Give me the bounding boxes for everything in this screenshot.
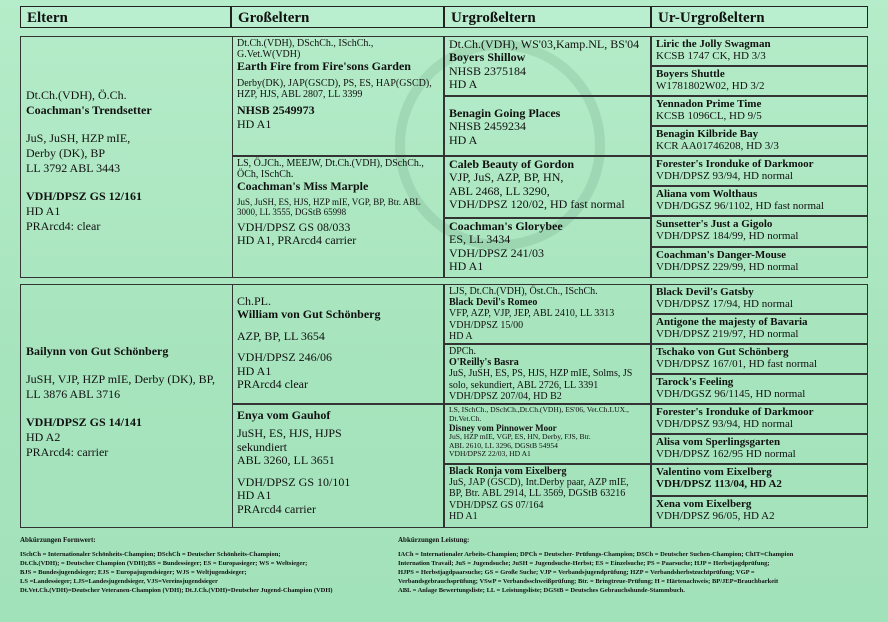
gggp-info: VDH/DPSZ 93/94, HD normal xyxy=(656,418,793,431)
ggp-info: JuS, JAP (GSCD), Int.Derby paar, AZP mIE, xyxy=(449,477,629,489)
grandparent-cell xyxy=(232,284,444,404)
parent-hd: HD A2 xyxy=(26,430,61,444)
gg-grandparent-cell xyxy=(651,284,868,314)
gggp-name: Coachman's Danger-Mouse xyxy=(656,249,787,261)
gg-grandparent-cell xyxy=(651,156,868,186)
gggp-info: VDH/DGSZ 96/1145, HD normal xyxy=(656,388,806,401)
ggp-info: VJP, JuS, AZP, BP, HN, xyxy=(449,170,564,185)
ggp-name: Disney vom Pinnower Moor xyxy=(449,423,557,433)
gp-pra: PRArcd4 clear xyxy=(237,377,308,392)
gp-name: William von Gut Schönberg xyxy=(237,307,381,322)
abbr-line: ISchCh = Internationaler Schönheits-Champion; DSchCh = Deutscher Schönheits-Champion; xyxy=(20,551,281,559)
ggp-info: VDH/DPSZ 22/03, HD A1 xyxy=(449,449,531,459)
gp-titles: LS, Ö.JCh., MEEJW, Dt.Ch.(VDH), DSchCh., ÖCh, ISchCh. xyxy=(237,158,424,181)
gggp-name: Forester's Ironduke of Darkmoor xyxy=(656,158,814,170)
gggp-info: VDH/DPSZ 219/97, HD normal xyxy=(656,328,799,341)
abbreviations-leistung xyxy=(398,536,868,595)
parent-sire xyxy=(26,88,226,234)
gp-info: sekundiert xyxy=(237,439,287,454)
ggp-info: VDH/DPSZ 207/04, HD B2 xyxy=(449,390,562,402)
ggp-name: Caleb Beauty of Gordon xyxy=(449,157,575,171)
gggp-info: VDH/DPSZ 167/01, HD fast normal xyxy=(656,358,818,371)
gg-grandparent-cell xyxy=(651,434,868,464)
gg-grandparent-cell xyxy=(651,36,868,66)
gggp-name: Tarock's Feeling xyxy=(656,376,734,388)
ggp-info: HD A xyxy=(449,330,473,342)
parent-gs: VDH/DPSZ GS 12/161 xyxy=(26,189,143,203)
parent-info: Derby (DK), BP xyxy=(26,146,105,160)
ggp-info: JuS, JuSH, ES, PS, HJS, HZP mIE, Solms, JS xyxy=(449,368,633,380)
ggp-name: O'Reilly's Basra xyxy=(449,357,519,369)
ggp-name: Coachman's Glorybee xyxy=(449,219,563,233)
great-grandparent-cell xyxy=(444,36,651,96)
grandparent-cell xyxy=(232,156,444,278)
grandparent-cell xyxy=(232,404,444,528)
gp-titles: Ch.PL. xyxy=(237,294,272,308)
gggp-info: VDH/DPSZ 17/94, HD normal xyxy=(656,298,793,311)
gggp-name: Alisa vom Sperlingsgarten xyxy=(656,436,781,448)
great-grandparent-cell xyxy=(444,156,651,218)
ggp-titles: LS, ISchCh., DSchCh.,Dt.Ch.(VDH), ES'06, Vet.Ch.LUX., Dt.Vet.Ch. xyxy=(449,405,629,423)
gp-info: JuSH, ES, HJS, HJPS xyxy=(237,426,342,441)
great-grandparent-cell xyxy=(444,218,651,278)
gg-grandparent-cell xyxy=(651,464,868,496)
gggp-name: Xena vom Eixelberg xyxy=(656,498,752,510)
gp-reg: NHSB 2549973 xyxy=(237,103,315,118)
parent-info: JuSH, VJP, HZP mIE, Derby (DK), BP, xyxy=(26,372,216,386)
gggp-name: Valentino vom Eixelberg xyxy=(656,466,772,478)
gp-info: JuS, JuSH, ES, HJS, HZP mIE, VGP, BP, Btr. ABL 3000, LL 3555, DGStB 65998 xyxy=(237,196,421,217)
ggp-info: HD A1 xyxy=(449,510,478,522)
gp-info: Derby(DK), JAP(GSCD), PS, ES, HAP(GSCD), HZP, HJS, ABL 2807, LL 3399 xyxy=(237,77,432,100)
gggp-info: VDH/DPSZ 93/94, HD normal xyxy=(656,170,793,183)
parent-name: Bailynn von Gut Schönberg xyxy=(26,344,169,358)
gg-grandparent-cell xyxy=(651,404,868,434)
gggp-info: VDH/DPSZ 184/99, HD normal xyxy=(656,230,799,243)
parent-name: Coachman's Trendsetter xyxy=(26,103,152,117)
gggp-info: VDH/DPSZ 229/99, HD normal xyxy=(656,261,799,274)
abbr-title: Abkürzungen Leistung: xyxy=(398,536,470,544)
abbreviations-formwert xyxy=(20,536,370,595)
ggp-info: NHSB 2459234 xyxy=(449,119,527,134)
ggp-name: Boyers Shillow xyxy=(449,50,526,65)
gg-grandparent-cell xyxy=(651,186,868,216)
parent-pra: PRArcd4: carrier xyxy=(26,445,109,459)
ggp-info: HD A xyxy=(449,77,478,92)
gggp-name: Yennadon Prime Time xyxy=(656,98,762,110)
great-grandparent-cell xyxy=(444,96,651,156)
parent-pra: PRArcd4: clear xyxy=(26,219,101,233)
ggp-titles: LJS, Dt.Ch.(VDH), Öst.Ch., ISchCh. xyxy=(449,286,598,297)
gg-grandparent-cell xyxy=(651,96,868,126)
ggp-name: Benagin Going Places xyxy=(449,106,561,120)
abbr-line: ABL = Anlage Bewertungsliste; LL = Leistungsliste; DGStB = Deutsches Gebrauchshunde-Stammbuch. xyxy=(398,586,685,594)
gp-hd: HD A1 xyxy=(237,116,272,131)
gg-grandparent-cell xyxy=(651,374,868,404)
ggp-info: VFP, AZP, VJP, JEP, ABL 2410, LL 3313 xyxy=(449,308,615,320)
ggp-info: VDH/DPSZ GS 07/164 xyxy=(449,499,544,511)
ggp-info: VDH/DPSZ 241/03 xyxy=(449,245,545,260)
gggp-name: Benagin Kilbride Bay xyxy=(656,128,759,140)
ggp-info: HD A1 xyxy=(449,259,484,274)
ggp-info: VDH/DPSZ 120/02, HD fast normal xyxy=(449,197,625,212)
great-grandparent-cell xyxy=(444,404,651,464)
header-eltern: Eltern xyxy=(20,6,231,28)
abbr-line: Dt.Vet.Ch.(VDH)=Deutscher Veteranen-Champion (VDH); Dt.J.Ch.(VDH)=Deutscher Jugend-Champion (VDH) xyxy=(20,586,333,594)
abbr-line: IACh = Internationaler Arbeits-Champion; DPCh = Deutscher- Prüfungs-Champion; DSCh = Deutscher Suchen-Champion; ChIT=Champion xyxy=(398,551,794,559)
great-grandparent-cell xyxy=(444,464,651,528)
gggp-name: Liric the Jolly Swagman xyxy=(656,38,771,50)
ggp-info: NHSB 2375184 xyxy=(449,63,527,78)
parent-info: JuS, JuSH, HZP mIE, xyxy=(26,131,131,145)
gg-grandparent-cell xyxy=(651,496,868,528)
gggp-info: VDH/DPSZ 96/05, HD A2 xyxy=(656,510,775,523)
great-grandparent-cell xyxy=(444,284,651,344)
gg-grandparent-cell xyxy=(651,314,868,344)
header-ur-urgrosseltern: Ur-Urgroßeltern xyxy=(651,6,868,28)
grandparent-cell xyxy=(232,36,444,156)
abbr-line: Verbandsgebrauchsprüfung; VSwP = Verbandsschweißprüfung; Btr. = Bringtreue-Prüfung; H = Härtenachweis; BP/JEP=Brauchbarkeit xyxy=(398,577,779,585)
gggp-info: VDH/DPSZ 162/95 HD normal xyxy=(656,448,796,461)
header-urgrosseltern: Urgroßeltern xyxy=(444,6,651,28)
ggp-info: solo, sekundiert, ABL 2726, LL 3391 xyxy=(449,379,599,391)
ggp-info: VDH/DPSZ 15/00 xyxy=(449,319,524,331)
gggp-name: Boyers Shuttle xyxy=(656,68,725,80)
gp-info: ABL 3260, LL 3651 xyxy=(237,453,335,468)
gp-gs: VDH/DPSZ 246/06 xyxy=(237,350,333,365)
gg-grandparent-cell xyxy=(651,126,868,156)
gp-titles: Dt.Ch.(VDH), DSchCh., ISchCh., G.Vet.W(VDH) xyxy=(237,38,374,61)
gg-grandparent-cell xyxy=(651,216,868,247)
great-grandparent-cell xyxy=(444,344,651,404)
parent-dam xyxy=(26,344,226,460)
abbr-line: BJS = Bundesjugendsieger; EJS = Europajugendsieger; WJS = Weltjugendsieger; xyxy=(20,568,247,576)
gp-pra: PRArcd4 carrier xyxy=(237,501,316,516)
gggp-info: KCSB 1096CL, HD 9/5 xyxy=(656,110,762,123)
abbr-line: HJPS = Herbstjagdpaarsuche; GS = Große Suche; VJP = Verbandsjugendprüfung; HZP = Verbandsherbstzuchtprüfung; VGP = xyxy=(398,568,755,576)
gggp-info: KCSB 1747 CK, HD 3/3 xyxy=(656,50,766,63)
abbr-line: Dt.Ch.(VDH); = Deutscher Champion (VDH);BS = Bundessieger; ES = Europasieger; WS = Weltsieger; xyxy=(20,560,308,568)
ggp-info: ES, LL 3434 xyxy=(449,232,511,247)
header-grosseltern: Großeltern xyxy=(231,6,444,28)
gp-name: Earth Fire from Fire'sons Garden xyxy=(237,59,411,74)
gggp-name: Aliana vom Wolthaus xyxy=(656,188,758,200)
parent-info: LL 3792 ABL 3443 xyxy=(26,161,121,175)
gggp-info: W1781802W02, HD 3/2 xyxy=(656,80,765,93)
abbr-line: Internation Travail; JuS = Jugendsuche; JuSH = Jugendsuche-Herbst; ES = Einzelsuche; PS = Paarsuche; HJP = Herbstjagdprüfung; xyxy=(398,560,770,568)
parent-hd: HD A1 xyxy=(26,204,61,218)
ggp-info: ABL 2610, LL 3296, DGStB 54954 xyxy=(449,440,558,450)
parent-gs: VDH/DPSZ GS 14/141 xyxy=(26,415,143,429)
gggp-name: Antigone the majesty of Bavaria xyxy=(656,316,808,328)
gggp-name: Tschako von Gut Schönberg xyxy=(656,346,789,358)
ggp-info: HD A xyxy=(449,132,478,147)
ggp-info: BP, Btr. ABL 2914, LL 3569, DGStB 63216 xyxy=(449,488,626,500)
abbr-line: LS =Landessieger; LJS=Landesjugendsieger, VJS=Vereinsjugendsieger xyxy=(20,577,218,585)
gp-name: Coachman's Miss Marple xyxy=(237,179,369,194)
gggp-info: KCR AA01746208, HD 3/3 xyxy=(656,140,779,153)
gp-gs: VDH/DPSZ GS 10/101 xyxy=(237,474,351,489)
gg-grandparent-cell xyxy=(651,66,868,96)
ggp-titles: Dt.Ch.(VDH), WS'03,Kamp.NL, BS'04 xyxy=(449,37,640,51)
ggp-name: Black Ronja vom Eixelberg xyxy=(449,466,567,477)
gggp-name: Sunsetter's Just a Gigolo xyxy=(656,218,773,230)
ggp-titles: DPCh. xyxy=(449,346,476,357)
ggp-name: Black Devil's Romeo xyxy=(449,297,538,309)
gggp-name: Black Devil's Gatsby xyxy=(656,286,754,298)
abbr-title: Abkürzungen Formwert: xyxy=(20,536,96,544)
ggp-info: JuS, HZP mIE, VGP, ES, HN, Derby, FJS, Btr. xyxy=(449,432,591,442)
gp-info: AZP, BP, LL 3654 xyxy=(237,328,325,343)
gggp-name: Forester's Ironduke of Darkmoor xyxy=(656,406,814,418)
gg-grandparent-cell xyxy=(651,344,868,374)
parent-titles: Dt.Ch.(VDH), Ö.Ch. xyxy=(26,88,127,102)
gp-gs: VDH/DPSZ GS 08/033 xyxy=(237,219,351,234)
ggp-info: ABL 2468, LL 3290, xyxy=(449,183,550,198)
gggp-info: VDH/DGSZ 96/1102, HD fast normal xyxy=(656,200,824,213)
gp-name: Enya vom Gauhof xyxy=(237,408,331,422)
gp-hd: HD A1 xyxy=(237,363,272,378)
gp-hd: HD A1 xyxy=(237,488,272,503)
parent-info: LL 3876 ABL 3716 xyxy=(26,387,121,401)
gggp-info: VDH/DPSZ 113/04, HD A2 xyxy=(656,478,782,491)
gg-grandparent-cell xyxy=(651,247,868,278)
gp-hd: HD A1, PRArcd4 carrier xyxy=(237,233,357,248)
